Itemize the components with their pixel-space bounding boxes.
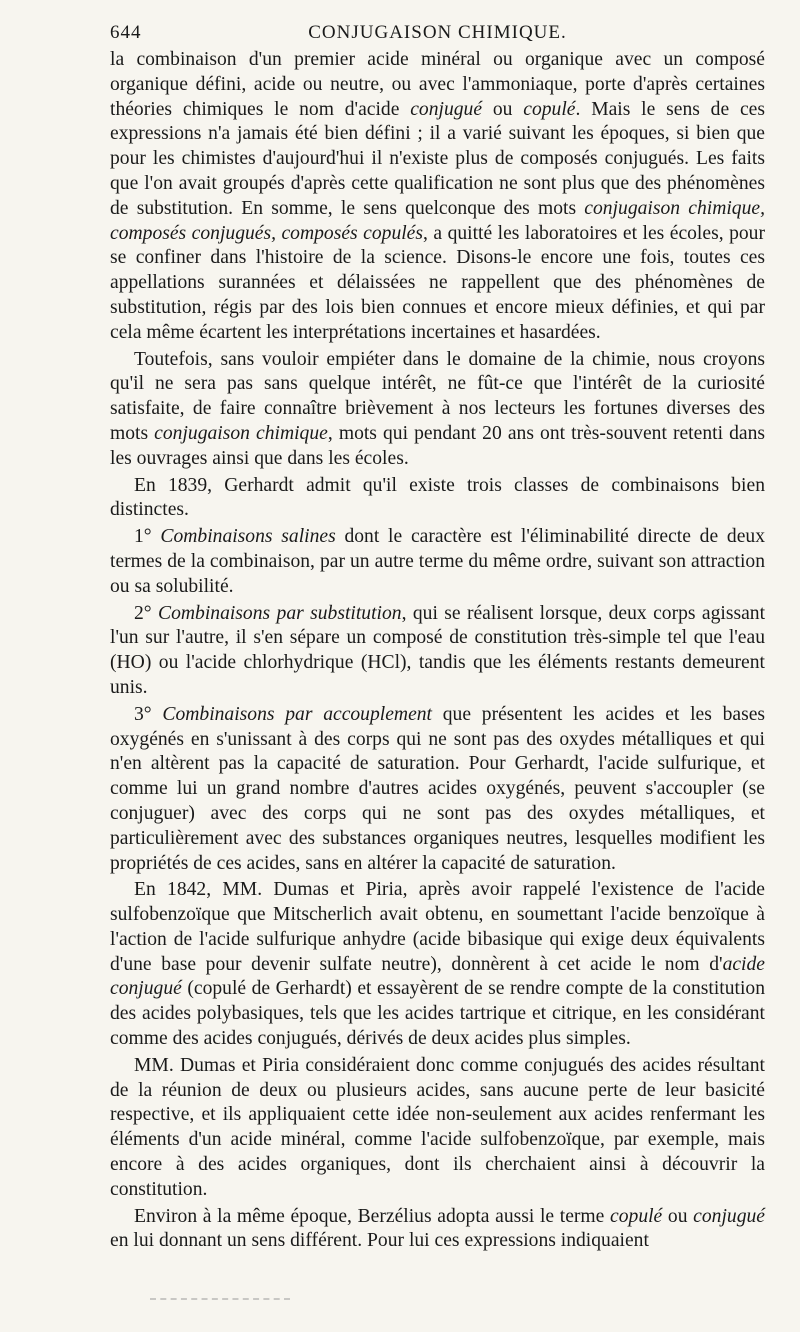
scan-artifact-marks (150, 1298, 290, 1306)
text-run: MM. Dumas et Piria considéraient donc comme conjugués des acides résultant de la réunion de deux ou plusieurs acides, sans aucune perte de leur basicité respective, et ils appliquaient cette idée non-seulement aux acides renfermant les éléments d'un acide minéral, comme l'acide sulfobenzoïque, par exemple, mais encore à des acides organiques, dont ils cherchaient ainsi à découvrir la constitution. (110, 1054, 765, 1200)
paragraph (110, 878, 765, 1052)
text-run: 1° (134, 526, 161, 548)
text-run: la combinaison d'un premier acide minéral ou organique avec un composé organique défini, acide ou neutre, ou avec l'ammoniaque, porte d'après certaines théories chimiques le nom d'acide (110, 49, 765, 120)
paragraph (110, 1205, 765, 1255)
italic-text: copulé (523, 98, 576, 120)
italic-text: conjugué (410, 98, 483, 120)
italic-text: Combinaisons salines (160, 526, 336, 548)
text-run: dont le caractère est l'éliminabilité directe de deux termes de la combinaison, par un autre terme du même ordre, suivant son attraction ou sa solubilité. (110, 526, 766, 597)
text-run: En 1839, Gerhardt admit qu'il existe trois classes de combinaisons bien distinctes. (110, 474, 765, 521)
paragraph (110, 1054, 765, 1203)
book-page (110, 18, 765, 1256)
paragraph (110, 474, 765, 524)
text-run: , qui se réalisent lorsque, deux corps agissant l'un sur l'autre, il s'en sépare un composé de constitution très-simple tel que l'eau (HO) ou l'acide chlorhydrique (HCl), tandis que les éléments restants demeurent unis. (110, 602, 766, 698)
text-run: en lui donnant un sens différent. Pour lui ces expressions indiquaient (110, 1230, 649, 1252)
italic-text: Combinaisons par substitution (158, 602, 402, 624)
italic-text: Combinaisons par accouplement (162, 703, 433, 725)
text-run: . Mais le sens de ces expressions n'a jamais été bien défini ; il a varié suivant les époques, si bien que pour les chimistes d'aujourd'hui il n'existe plus de composés conjugués. Les faits que l'on avait groupés d'après cette qualification ne sont plus que des phénomènes de substitution. En somme, le sens quelconque des mots (110, 98, 765, 219)
page-number: 644 (110, 22, 142, 43)
running-head (110, 18, 765, 48)
text-run: En 1842, MM. Dumas et Piria, après avoir rappelé l'existence de l'acide sulfobenzoïque que Mitscherlich avait obtenu, en soumettant l'acide benzoïque à l'action de l'acide sulfurique anhydre (acide bibasique qui exige deux équivalents d'une base pour devenir sulfate neutre), donnèrent à cet acide le nom d' (110, 879, 765, 975)
text-run: , mots qui pendant 20 ans ont très-souvent retenti dans les ouvrages ainsi que dans les écoles. (110, 422, 765, 469)
italic-text: conjugaison chimique, composés conjugués, composés copulés (110, 197, 765, 244)
text-run: Toutefois, sans vouloir empiéter dans le domaine de la chimie, nous croyons qu'il ne sera pas sans quelque intérêt, ne fût-ce que l'intérêt de la curiosité satisfaite, de faire connaître brièvement à nos lecteurs les fortunes diverses des mots (110, 348, 765, 444)
paragraph (110, 48, 765, 346)
text-run: 3° (134, 703, 163, 725)
paragraph (110, 703, 765, 877)
text-run: ou (662, 1205, 694, 1227)
text-run: Environ à la même époque, Berzélius adopta aussi le terme (134, 1205, 611, 1227)
text-run: , a quitté les laboratoires et les écoles, pour se confiner dans l'histoire de la science. Disons-le encore une fois, toutes ces appellations surannées et délaissées ne rappellent que des phénomènes de substitution, régis par des lois bien connues et encore mieux définies, et qui par cela même écartent les interprétations incertaines et hasardées. (110, 222, 765, 343)
text-run: ou (482, 98, 524, 120)
paragraph (110, 348, 765, 472)
text-run: que présentent les acides et les bases oxygénés en s'unissant à des corps qui ne sont pas des oxydes métalliques et qui n'en altèrent pas la capacité de saturation. Pour Gerhardt, l'acide sulfurique, et comme lui un grand nombre d'autres acides oxygénés, peuvent s'accoupler (se conjuguer) avec des corps qui ne sont pas des oxydes métalliques, et particulièrement avec des substances organiques neutres, lesquelles modifient les propriétés de ces acides, sans en altérer la capacité de saturation. (110, 703, 766, 874)
paragraph (110, 525, 765, 599)
italic-text: conjugué (693, 1205, 765, 1227)
italic-text: conjugaison chimique (154, 422, 328, 444)
italic-text: copulé (610, 1205, 663, 1227)
text-run: (copulé de Gerhardt) et essayèrent de se rendre compte de la constitution des acides polybasiques, tels que les acides tartrique et citrique, en les considérant comme des acides conjugués, dérivés de deux acides plus simples. (110, 978, 765, 1050)
body-text (110, 48, 765, 1254)
running-title: CONJUGAISON CHIMIQUE. (308, 22, 567, 43)
text-run: 2° (134, 602, 159, 624)
italic-text: acide conjugué (110, 953, 765, 1000)
paragraph (110, 602, 765, 701)
